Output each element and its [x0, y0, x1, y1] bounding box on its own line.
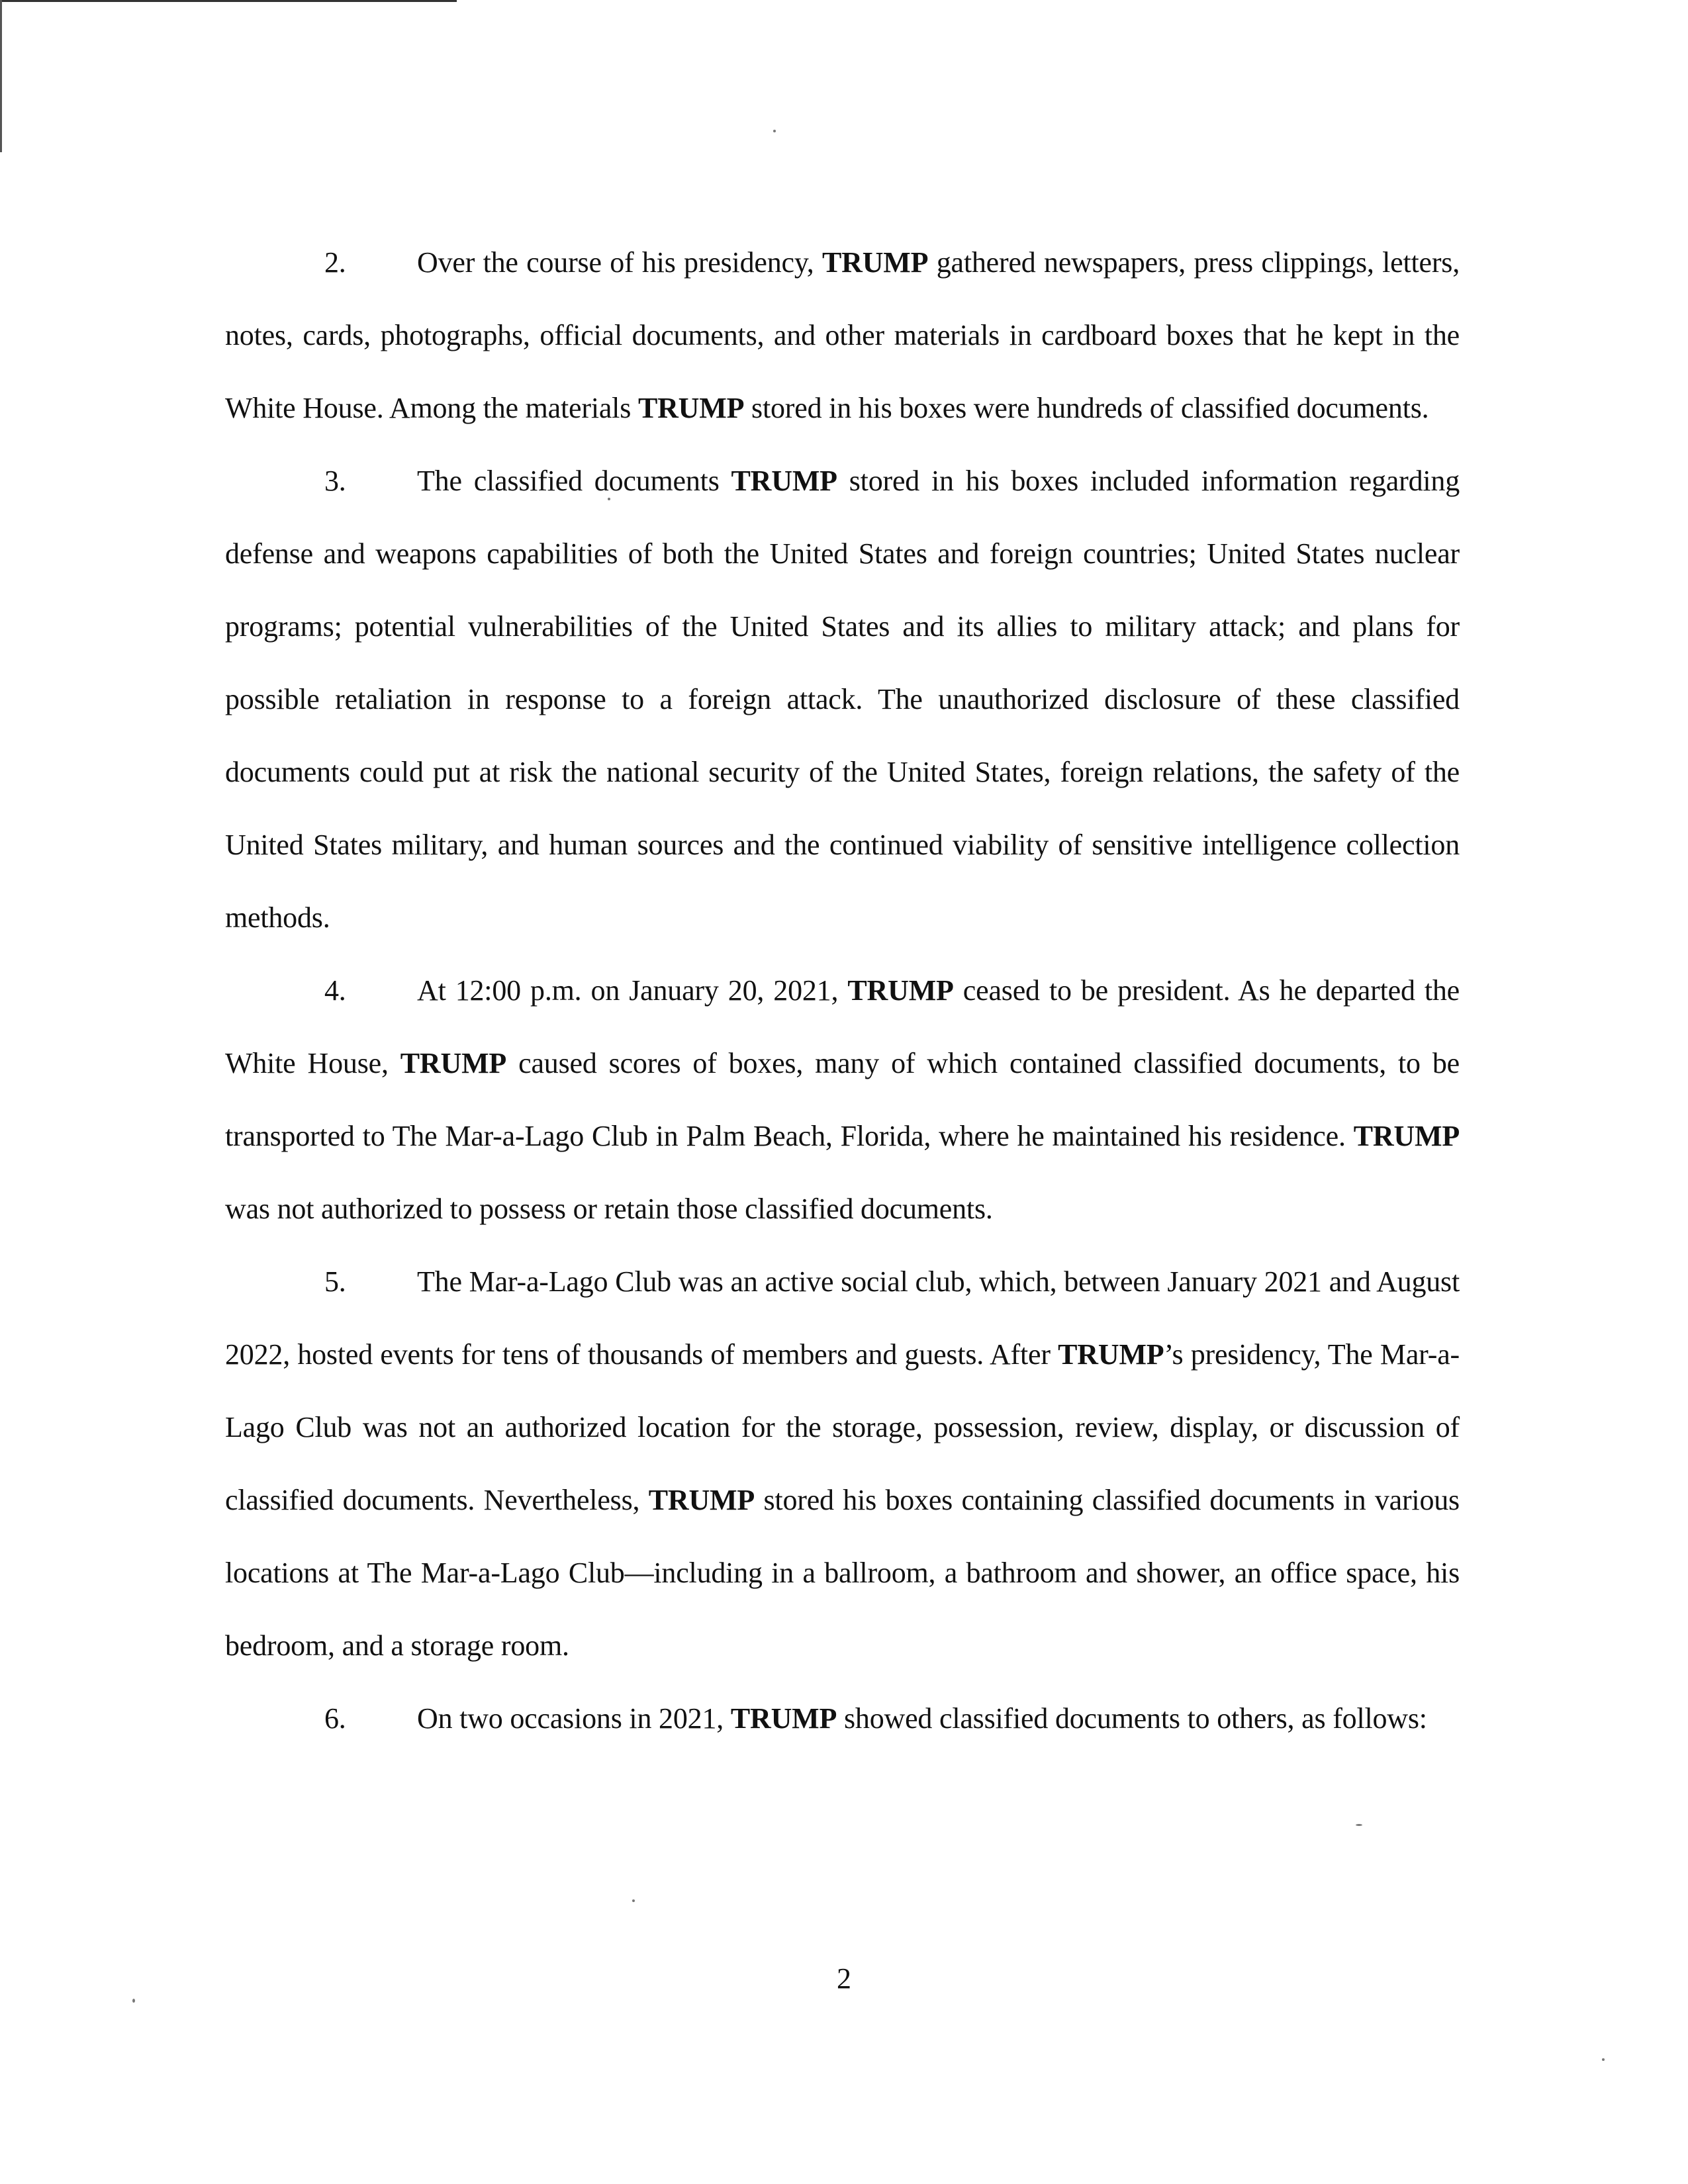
bold-name-text: TRUMP — [1353, 1120, 1460, 1152]
paragraph-text: The classified documents — [417, 465, 731, 497]
paragraph-number: 4. — [324, 974, 346, 1007]
paragraph-text: ceased to be president. As he departed the White House, — [225, 974, 1460, 1079]
bold-name-text: TRUMP — [822, 246, 929, 279]
scan-artifact-top-rule — [0, 0, 457, 2]
paragraph-text: caused scores of boxes, many of which contained classified documents, to be transported to The Mar-a-Lago Club in Palm Beach, Florida, where he maintained his residence. — [225, 1047, 1460, 1152]
scan-speck — [632, 1899, 635, 1902]
bold-name-text: TRUMP — [731, 465, 837, 497]
scan-artifact-left-rule — [0, 0, 2, 152]
paragraph-number: 3. — [324, 465, 346, 497]
paragraph-text: showed classified documents to others, as follows: — [837, 1702, 1427, 1735]
numbered-paragraph — [225, 1682, 1460, 1755]
paragraph-text: was not authorized to possess or retain those classified documents. — [225, 1193, 993, 1225]
paragraph-text: ’s presidency, The Mar-a-Lago Club was not an authorized location for the storage, possession, review, display, or discussion of classified documents. Nevertheless, — [225, 1338, 1460, 1516]
numbered-paragraph — [225, 1246, 1460, 1682]
paragraph-text: The Mar-a-Lago Club was an active social club, which, between January 2021 and August 2022, hosted events for tens of thousands of members and guests. After — [225, 1265, 1460, 1371]
scan-speck — [1356, 1824, 1362, 1826]
numbered-paragraph — [225, 954, 1460, 1246]
bold-name-text: TRUMP — [400, 1047, 507, 1079]
page-number: 2 — [837, 1962, 851, 1995]
paragraph-text: stored in his boxes included information regarding defense and weapons capabilities of both the United States and foreign countries; United States nuclear programs; potential vulnerabilities of the United States and its allies to military attack; and plans for possible retaliation in response to a foreign attack. The unauthorized disclosure of these classified documents could put at risk the national security of the United States, foreign relations, the safety of the United States military, and human sources and the continued viability of sensitive intelligence collection methods. — [225, 465, 1460, 934]
document-body — [225, 226, 1460, 1755]
paragraph-text: stored his boxes containing classified documents in various locations at The Mar-a-Lago Club—including in a ballroom, a bathroom and shower, an office space, his bedroom, and a storage room. — [225, 1484, 1460, 1662]
scan-speck — [773, 130, 776, 132]
bold-name-text: TRUMP — [730, 1702, 837, 1735]
numbered-paragraph — [225, 226, 1460, 445]
paragraph-text: gathered newspapers, press clippings, letters, notes, cards, photographs, official documents, and other materials in cardboard boxes that he kept in the White House. Among the materials — [225, 246, 1460, 424]
paragraph-text: At 12:00 p.m. on January 20, 2021, — [417, 974, 848, 1007]
paragraph-number: 5. — [324, 1265, 346, 1298]
paragraph-number: 2. — [324, 246, 346, 279]
scan-speck — [1602, 2058, 1605, 2061]
bold-name-text: TRUMP — [648, 1484, 755, 1516]
scan-speck — [608, 498, 610, 500]
paragraph-number: 6. — [324, 1702, 346, 1735]
bold-name-text: TRUMP — [1058, 1338, 1164, 1371]
paragraph-text: Over the course of his presidency, — [417, 246, 822, 279]
numbered-paragraph — [225, 445, 1460, 954]
paragraph-text: stored in his boxes were hundreds of classified documents. — [744, 392, 1429, 424]
scan-speck — [132, 1999, 135, 2003]
paragraph-text: On two occasions in 2021, — [417, 1702, 731, 1735]
bold-name-text: TRUMP — [637, 392, 745, 424]
bold-name-text: TRUMP — [847, 974, 954, 1007]
